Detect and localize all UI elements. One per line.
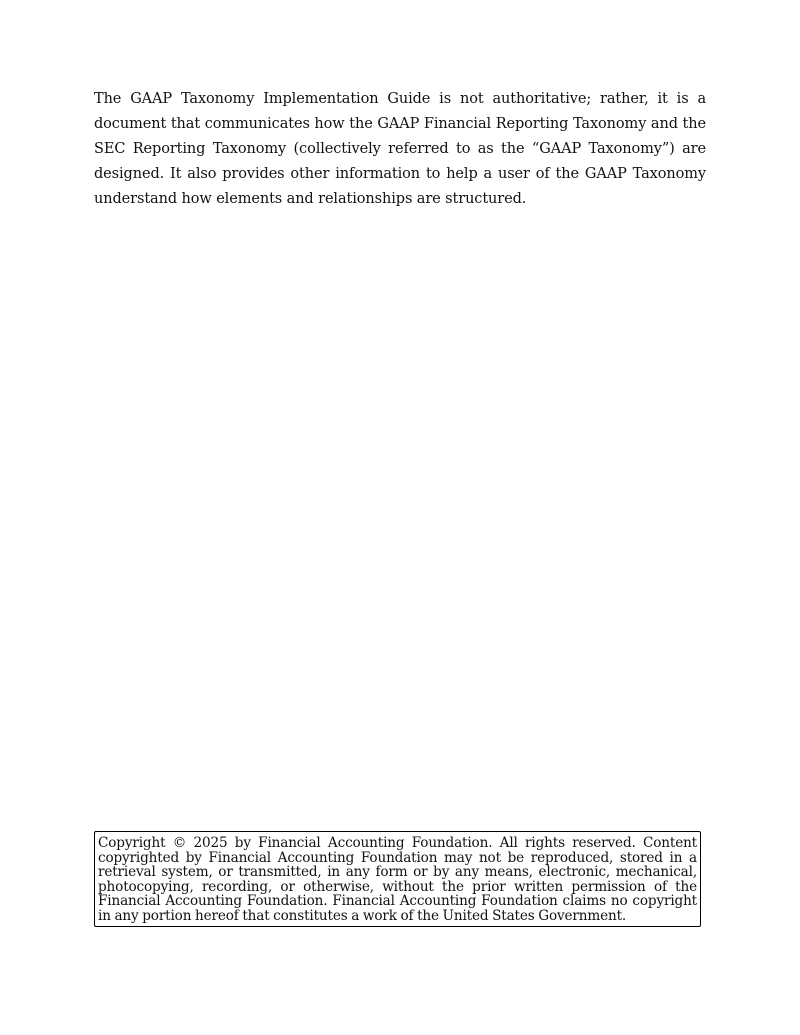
copyright-notice-text: Copyright © 2025 by Financial Accounting Foundation. All rights reserved. Content copyrighted by Financial Accounting Foundation may not be reproduced, stored in a retrieval system, or transmitted, in any form or by any means, electronic, mechanical, photocopying, recording, or otherwise, without the prior written permission of the Financial Accounting Foundation. Financial Accounting Foundation claims no copyright in any portion hereof that constitutes a work of the United States Government. bbox=[98, 835, 697, 924]
copyright-notice-box bbox=[94, 831, 701, 927]
intro-paragraph: The GAAP Taxonomy Implementation Guide is not authoritative; rather, it is a document that communicates how the GAAP Financial Reporting Taxonomy and the SEC Reporting Taxonomy (collectively referred to as the “GAAP Taxonomy”) are designed. It also provides other information to help a user of the GAAP Taxonomy understand how elements and relationships are structured. bbox=[94, 91, 706, 207]
